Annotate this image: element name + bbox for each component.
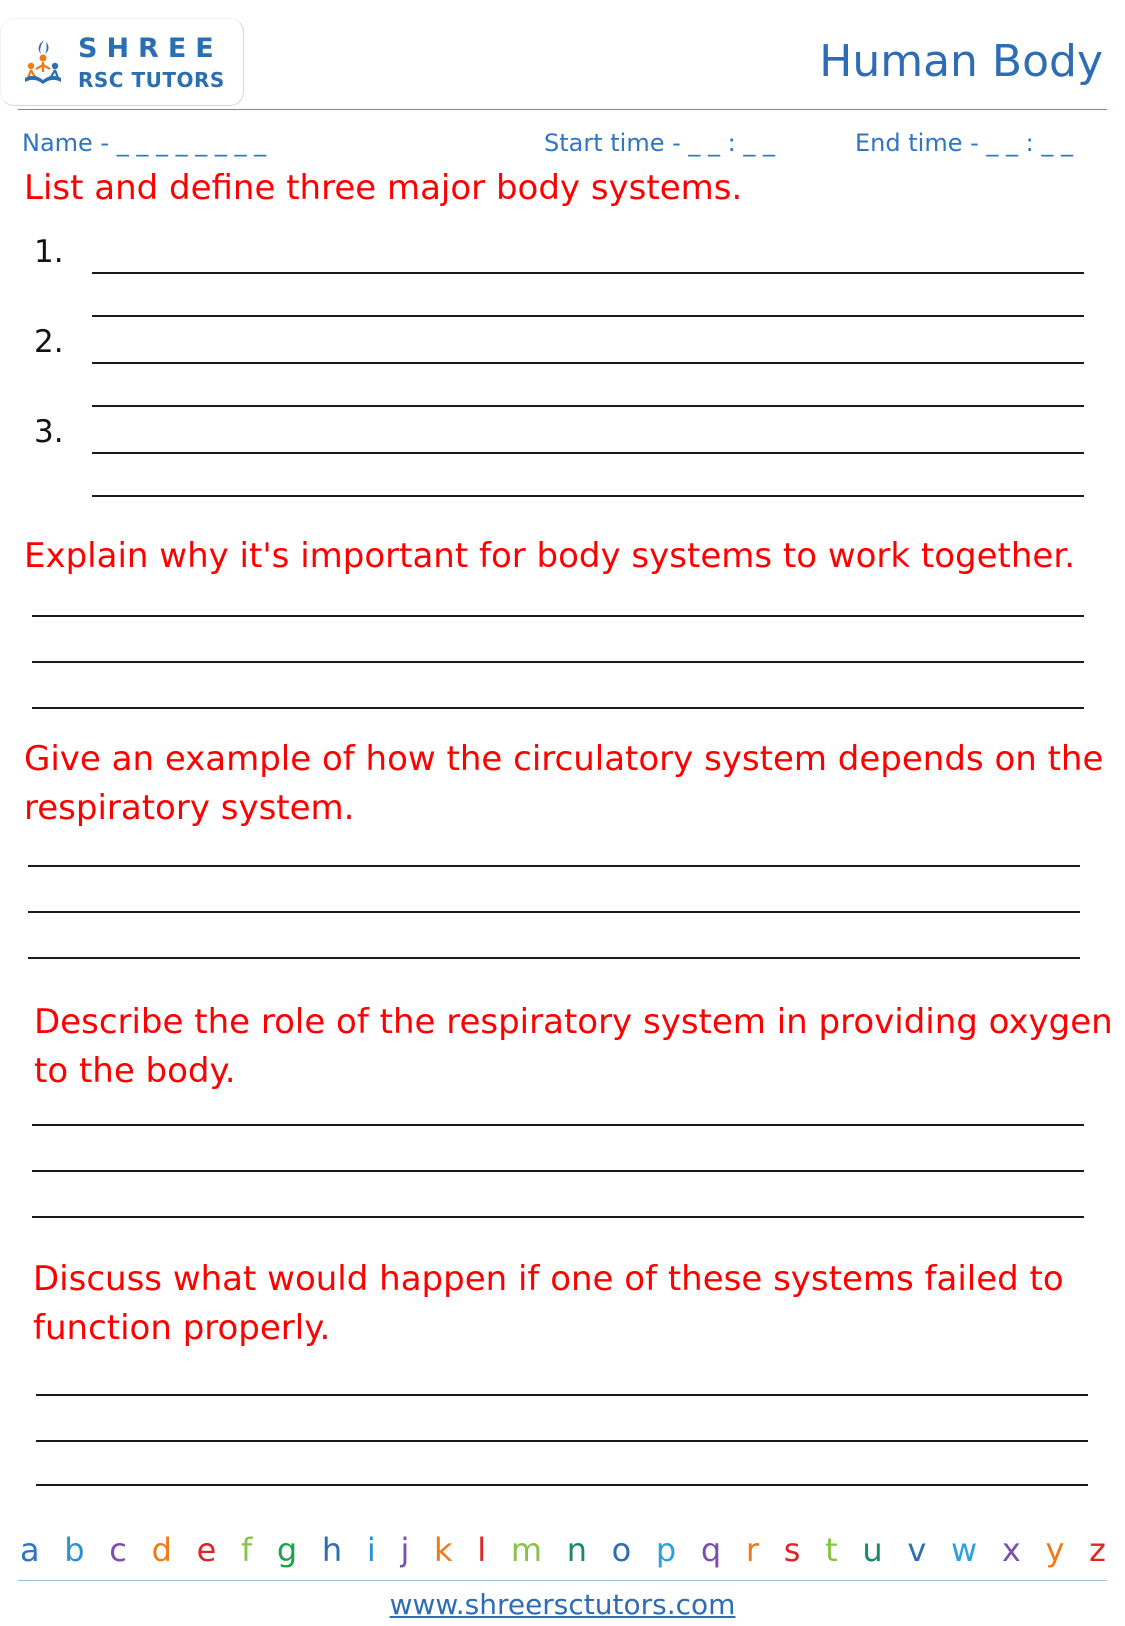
answer-line[interactable] [92, 315, 1084, 317]
answer-line[interactable] [32, 1124, 1084, 1126]
answer-number-3: 3. [34, 414, 64, 450]
alphabet-strip [20, 1530, 1106, 1570]
alphabet-letter: c [109, 1531, 127, 1569]
question-2: Explain why it's important for body systems to work together. [24, 536, 1075, 576]
answer-line[interactable] [28, 911, 1080, 913]
footer-divider [18, 1580, 1107, 1581]
answer-line[interactable] [92, 405, 1084, 407]
answer-line[interactable] [92, 495, 1084, 497]
alphabet-letter: r [745, 1531, 760, 1569]
alphabet-letter: w [950, 1531, 978, 1569]
question-1: List and define three major body systems. [24, 168, 743, 208]
alphabet-letter: n [566, 1531, 587, 1569]
question-3-line-1: Give an example of how the circulatory system depends on the [24, 739, 1104, 779]
alphabet-letter: m [510, 1531, 542, 1569]
alphabet-letter: l [477, 1531, 487, 1569]
alphabet-letter: o [611, 1531, 632, 1569]
answer-number-2: 2. [34, 324, 64, 360]
answer-line[interactable] [32, 615, 1084, 617]
logo-reading-kids-icon [22, 36, 64, 92]
answer-line[interactable] [32, 707, 1084, 709]
answer-line[interactable] [36, 1440, 1088, 1442]
alphabet-letter: y [1045, 1531, 1065, 1569]
name-field[interactable]: Name - _ _ _ _ _ _ _ _ [22, 129, 267, 157]
question-3-line-2: respiratory system. [24, 788, 355, 828]
answer-line[interactable] [32, 1170, 1084, 1172]
alphabet-letter: g [276, 1531, 298, 1569]
brand-name: SHREE [78, 33, 223, 64]
answer-line[interactable] [28, 865, 1080, 867]
answer-line[interactable] [36, 1394, 1088, 1396]
alphabet-letter: v [907, 1531, 927, 1569]
alphabet-letter: b [64, 1531, 85, 1569]
question-4-line-2: to the body. [34, 1051, 236, 1091]
website-link[interactable]: www.shreersctutors.com [389, 1588, 736, 1621]
answer-line[interactable] [92, 272, 1084, 274]
header-divider [18, 109, 1107, 110]
question-5-line-2: function properly. [33, 1308, 331, 1348]
alphabet-letter: p [655, 1531, 677, 1569]
alphabet-letter: t [825, 1531, 838, 1569]
answer-line[interactable] [32, 661, 1084, 663]
alphabet-letter: q [700, 1531, 722, 1569]
alphabet-letter: k [434, 1531, 453, 1569]
alphabet-letter: e [196, 1531, 217, 1569]
answer-line[interactable] [36, 1484, 1088, 1486]
question-5-line-1: Discuss what would happen if one of these systems failed to [33, 1259, 1064, 1299]
alphabet-letter: f [240, 1531, 253, 1569]
answer-line[interactable] [92, 362, 1084, 364]
alphabet-letter: h [321, 1531, 343, 1569]
answer-line[interactable] [32, 1216, 1084, 1218]
answer-number-1: 1. [34, 234, 64, 270]
alphabet-letter: d [151, 1531, 172, 1569]
alphabet-letter: a [20, 1531, 40, 1569]
brand-subname: RSC TUTORS [78, 68, 225, 92]
alphabet-letter: s [783, 1531, 801, 1569]
alphabet-letter: x [1001, 1531, 1021, 1569]
answer-line[interactable] [92, 452, 1084, 454]
alphabet-letter: j [400, 1531, 410, 1569]
alphabet-letter: i [366, 1531, 376, 1569]
alphabet-letter: u [862, 1531, 883, 1569]
worksheet-title: Human Body [819, 36, 1103, 87]
end-time-field[interactable]: End time - _ _ : _ _ [855, 129, 1073, 157]
question-4-line-1: Describe the role of the respiratory system in providing oxygen [34, 1002, 1113, 1042]
answer-line[interactable] [28, 957, 1080, 959]
start-time-field[interactable]: Start time - _ _ : _ _ [544, 129, 775, 157]
alphabet-letter: z [1089, 1531, 1106, 1569]
